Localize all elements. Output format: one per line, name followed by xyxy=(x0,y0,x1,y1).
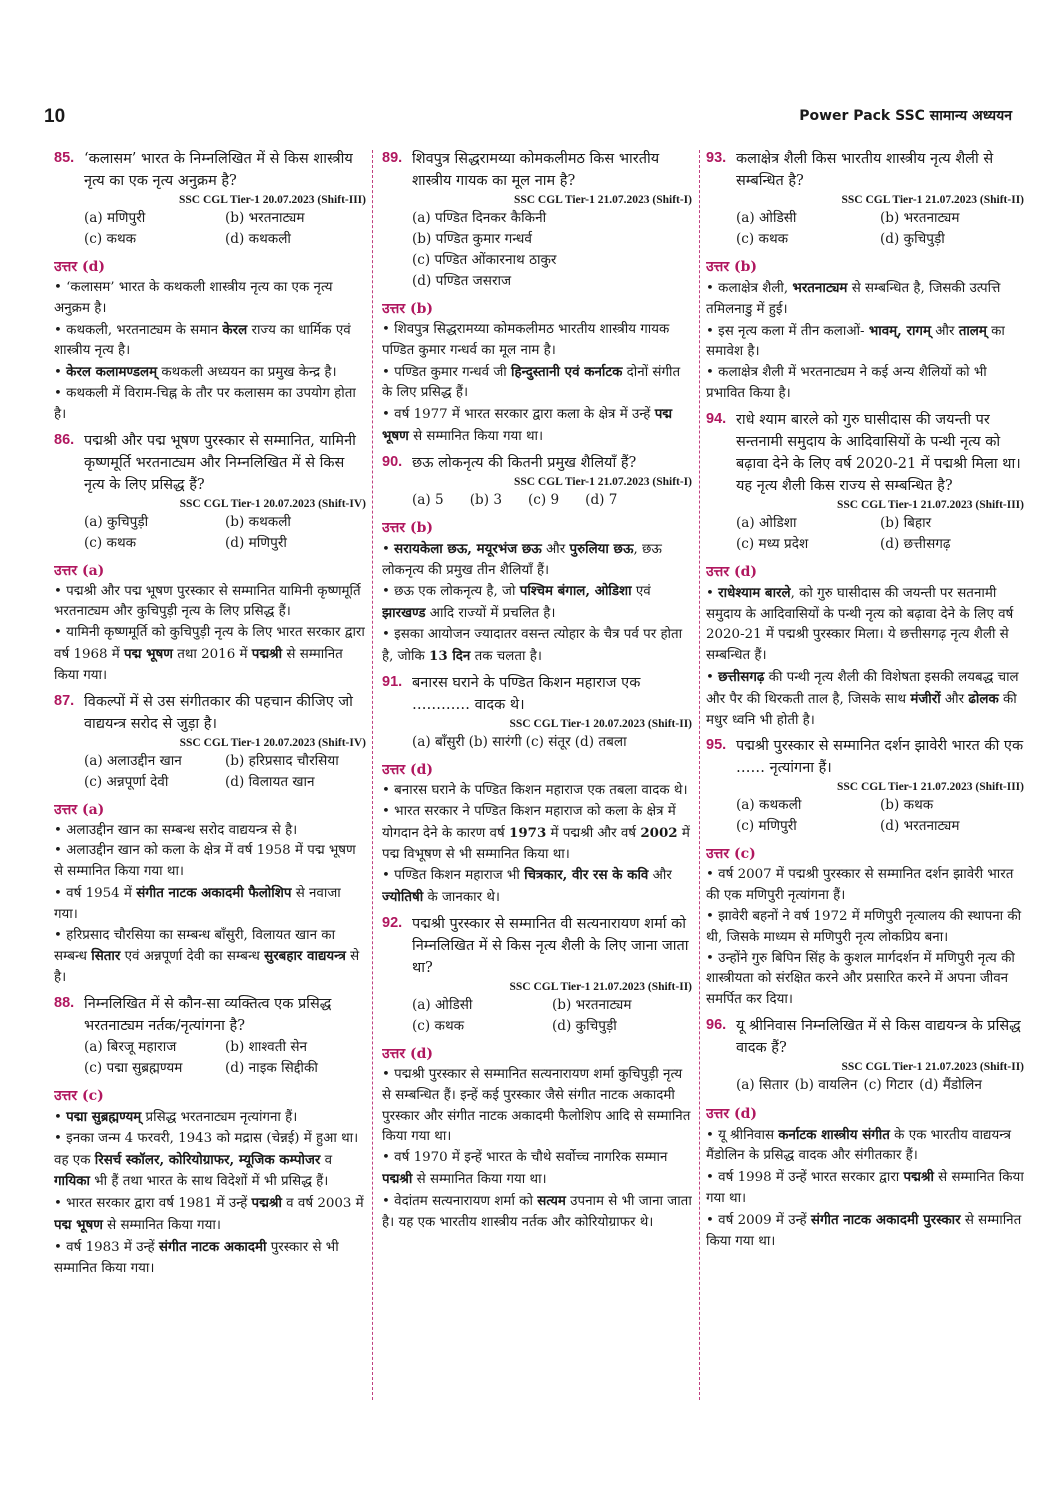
question-number: 94. xyxy=(706,410,727,427)
options-list xyxy=(382,490,692,511)
option: (a) कथकली xyxy=(736,797,802,814)
explanation-point: • ‘कलासम’ भारत के कथकली शास्त्रीय नृत्य का एक नृत्य अनुक्रम है। xyxy=(54,280,333,316)
question-text: बनारस घराने के पण्डित किशन महाराज एक ………… वादक थे। xyxy=(412,674,641,713)
question-text: पद्मश्री पुरस्कार से सम्मानित दर्शन झावेरी भारत की एक …… नृत्यांगना हैं। xyxy=(736,738,1024,777)
explanation-point: • कथकली में विराम-चिह्न के तौर पर कलासम का उपयोग होता है। xyxy=(54,385,356,422)
exam-source: SSC CGL Tier-1 21.07.2023 (Shift-II) xyxy=(509,980,692,993)
exam-source: SSC CGL Tier-1 20.07.2023 (Shift-II) xyxy=(509,717,692,730)
option: (b) हरिप्रसाद चौरसिया xyxy=(225,752,339,769)
answer-label: उत्तर (c) xyxy=(706,846,756,863)
explanation-point: • इसका आयोजन ज्यादातर वसन्त त्योहार के चैत्र पर्व पर होता है, जोकि 13 दिन तक चलता है। xyxy=(382,626,683,664)
explanation-point: • पद्मश्री पुरस्कार से सम्मानित सत्यनारायण शर्मा कुचिपुड़ी नृत्य से सम्बन्धित हैं। इन्हें कई पुरस्कार जैसे संगीत नाटक अकादमी पुरस्कार और संगीत नाटक अकादमी फैलोशिप आदि से सम्मानित किया गया था। xyxy=(382,1066,691,1145)
question-block xyxy=(382,148,692,448)
option: (d) 7 xyxy=(585,491,618,508)
question-text: छऊ लोकनृत्य की कितनी प्रमुख शैलियाँ हैं? xyxy=(412,454,637,471)
exam-source: SSC CGL Tier-1 20.07.2023 (Shift-IV) xyxy=(179,497,366,510)
question-header xyxy=(706,1015,1024,1059)
explanation-point: • पद्मश्री और पद्म भूषण पुरस्कार से सम्मानित यामिनी कृष्णमूर्ति भरतनाट्यम और कुचिपुड़ी नृत्य के लिए प्रसिद्ध हैं। xyxy=(54,583,361,620)
exam-source: SSC CGL Tier-1 21.07.2023 (Shift-II) xyxy=(841,194,1024,206)
question-number: 87. xyxy=(54,692,75,709)
question-header xyxy=(54,691,366,735)
option: (a) ओडिसी xyxy=(736,210,797,226)
option: (c) पद्मा सुब्रह्मण्यम xyxy=(84,1059,183,1076)
option: (a) सितार xyxy=(736,1076,789,1093)
explanation-point: • हरिप्रसाद चौरसिया का सम्बन्ध बाँसुरी, विलायत खान का सम्बन्ध सितार एवं अन्नपूर्णा देवी का सम्बन्ध सुरबहार वाद्ययन्त्र से है। xyxy=(54,927,360,986)
exam-source: SSC CGL Tier-1 21.07.2023 (Shift-II) xyxy=(841,1060,1024,1073)
explanation-point: • छत्तीसगढ़ की पन्थी नृत्य शैली की विशेषता इसकी लयबद्ध चाल और पैर की थिरकती ताल है, जिसके साथ मंजीरों और ढोलक की मधुर ध्वनि भी होती है। xyxy=(706,668,1019,728)
question-header xyxy=(706,409,1024,497)
column-3 xyxy=(706,148,1024,1488)
question-text: यू श्रीनिवास निम्नलिखित में से किस वाद्ययन्त्र के प्रसिद्ध वादक हैं? xyxy=(736,1017,1021,1056)
explanation-point: • सरायकेला छऊ, मयूरभंज छऊ और पुरुलिया छऊ, छऊ लोकनृत्य की प्रमुख तीन शैलियाँ हैं। xyxy=(382,540,662,578)
question-number: 91. xyxy=(382,673,403,690)
option: (a) पण्डित दिनकर कैकिनी xyxy=(412,210,547,226)
option: (c) गिटार xyxy=(863,1076,914,1093)
answer-label: उत्तर (c) xyxy=(54,1087,104,1104)
question-header xyxy=(54,430,366,496)
answer-label: उत्तर (d) xyxy=(706,563,757,580)
question-block xyxy=(706,409,1024,732)
question-text: शिवपुत्र सिद्धरामय्या कोमकलीमठ किस भारतीय शास्त्रीय गायक का मूल नाम है? xyxy=(412,151,660,189)
question-text: विकल्पों में से उस संगीतकार की पहचान कीजिए जो वाद्ययन्त्र सरोद से जुड़ा है। xyxy=(84,693,353,732)
option: (d) पण्डित जसराज xyxy=(412,273,512,289)
option: (b) कथक xyxy=(880,797,934,814)
options-list xyxy=(54,512,366,554)
option: (c) कथक xyxy=(84,231,137,247)
answer-label: उत्तर (b) xyxy=(382,301,433,317)
option: (c) कथक xyxy=(736,231,789,247)
answer-label: उत्तर (d) xyxy=(382,1045,433,1062)
question-number: 96. xyxy=(706,1016,727,1033)
exam-source: SSC CGL Tier-1 20.07.2023 (Shift-IV) xyxy=(179,736,366,749)
answer-label: उत्तर (a) xyxy=(54,801,105,818)
question-block xyxy=(382,672,692,909)
option: (d) तबला xyxy=(574,733,627,750)
explanation-point: • उन्होंने गुरु बिपिन सिंह के कुशल मार्गदर्शन में मणिपुरी नृत्य की शास्त्रीयता को संरक्षित करने और प्रसारित करने में अपना जीवन समर्पित कर दिया। xyxy=(706,950,1015,1008)
option: (d) भरतनाट्यम xyxy=(880,818,960,835)
options-list xyxy=(382,732,692,754)
explanation-point: • भारत सरकार ने पण्डित किशन महाराज को कला के क्षेत्र में योगदान देने के कारण वर्ष 1973 में पद्मश्री और वर्ष 2002 में पद्म विभूषण से भी सम्मानित किया था। xyxy=(382,803,690,862)
explanation-point: • शिवपुत्र सिद्धरामय्या कोमकलीमठ भारतीय शास्त्रीय गायक पण्डित कुमार गन्धर्व का मूल नाम है। xyxy=(382,322,670,358)
explanation-point: • राधेश्याम बारले, को गुरु घासीदास की जयन्ती पर सतनामी समुदाय के आदिवासियों के पन्थी नृत्य को बढ़ावा देने के लिए वर्ष 2020-21 में पद्मश्री पुरस्कार मिला। ये छत्तीसगढ़ नृत्य शैली से सम्बन्धित हैं। xyxy=(706,584,1014,664)
question-block xyxy=(706,148,1024,405)
option: (c) कथक xyxy=(412,1017,465,1034)
question-number: 93. xyxy=(706,150,727,166)
question-header xyxy=(706,148,1024,192)
options-list xyxy=(706,513,1024,555)
option: (b) वायलिन xyxy=(794,1076,858,1093)
question-text: कलाक्षेत्र शैली किस भारतीय शास्त्रीय नृत्य शैली से सम्बन्धित है? xyxy=(736,151,994,189)
page-header xyxy=(0,0,1060,132)
option: (c) 9 xyxy=(527,491,560,508)
explanation-point: • पण्डित कुमार गन्धर्व जी हिन्दुस्तानी एवं कर्नाटक दोनों संगीत के लिए प्रसिद्ध हैं। xyxy=(382,363,681,401)
question-text: पद्मश्री और पद्म भूषण पुरस्कार से सम्मानित, यामिनी कृष्णमूर्ति भरतनाट्यम और निम्नलिखित में से किस नृत्य के लिए प्रसिद्ध हैं? xyxy=(84,432,356,493)
question-header xyxy=(382,913,692,979)
option: (b) भरतनाट्यम xyxy=(225,210,305,226)
explanation-point: • कथकली, भरतनाट्यम के समान केरल राज्य का धार्मिक एवं शास्त्रीय नृत्य है। xyxy=(54,321,351,359)
exam-source: SSC CGL Tier-1 21.07.2023 (Shift-I) xyxy=(513,475,692,488)
question-block xyxy=(54,148,366,426)
answer-label: उत्तर (d) xyxy=(706,1105,757,1122)
question-block xyxy=(706,1015,1024,1252)
column-2 xyxy=(382,148,692,1488)
explanation-point: • अलाउद्दीन खान का सम्बन्ध सरोद वाद्ययन्त्र से है। xyxy=(54,822,298,838)
option: (b) सारंगी xyxy=(468,733,522,750)
option: (d) नाइक सिद्दीकी xyxy=(225,1059,318,1076)
explanation-point: • वर्ष 1970 में इन्हें भारत के चौथे सर्वोच्च नागरिक सम्मान पद्मश्री से सम्मानित किया गया था। xyxy=(382,1150,668,1187)
option: (d) कथकली xyxy=(225,231,291,247)
option: (a) बाँसुरी xyxy=(412,733,465,750)
options-list xyxy=(382,208,692,292)
question-number: 86. xyxy=(54,431,75,448)
column-divider xyxy=(699,150,700,1400)
explanation-point: • पद्मा सुब्रह्मण्यम् प्रसिद्ध भरतनाट्यम नृत्यांगना हैं। xyxy=(54,1108,298,1125)
explanation-point: • अलाउद्दीन खान को कला के क्षेत्र में वर्ष 1958 में पद्म भूषण से सम्मानित किया गया था। xyxy=(54,843,356,880)
option: (b) 3 xyxy=(469,491,502,508)
question-header xyxy=(382,148,692,192)
book-title: Power Pack SSC सामान्य अध्ययन xyxy=(799,108,1012,124)
explanation-point: • पण्डित किशन महाराज भी चित्रकार, वीर रस के कवि और ज्योतिषी के जानकार थे। xyxy=(382,867,672,906)
explanation-point: • वेदांतम सत्यनारायण शर्मा को सत्यम उपनाम से भी जाना जाता है। यह एक भारतीय शास्त्रीय नर्तक और कोरियोग्राफर थे। xyxy=(382,1192,692,1230)
column-divider xyxy=(372,150,373,1400)
explanation-point: • इनका जन्म 4 फरवरी, 1943 को मद्रास (चेन्नई) में हुआ था। वह एक रिसर्च स्कॉलर, कोरियोग्राफर, म्यूजिक कम्पोजर व गायिका भी हैं तथा भारत के साथ विदेशों में भी प्रसिद्ध हैं। xyxy=(54,1130,359,1190)
question-block xyxy=(54,993,366,1279)
option: (a) कुचिपुड़ी xyxy=(84,513,149,530)
explanation-point: • वर्ष 2007 में पद्मश्री पुरस्कार से सम्मानित दर्शन झावेरी भारत की एक मणिपुरी नृत्यांगना हैं। xyxy=(706,867,1014,904)
option: (b) पण्डित कुमार गन्धर्व xyxy=(412,231,532,247)
explanation-point: • यू श्रीनिवास कर्नाटक शास्त्रीय संगीत के एक भारतीय वाद्ययन्त्र मैंडोलिन के प्रसिद्ध वादक और संगीतकार हैं। xyxy=(706,1126,1011,1164)
exam-source: SSC CGL Tier-1 20.07.2023 (Shift-III) xyxy=(178,194,366,206)
explanation-point: • इस नृत्य कला में तीन कलाओं- भावम्, रागम् और तालम् का समावेश है। xyxy=(706,322,1005,360)
exam-source: SSC CGL Tier-1 21.07.2023 (Shift-I) xyxy=(513,194,692,206)
option: (a) ओडिशा xyxy=(736,514,797,531)
answer-label: उत्तर (a) xyxy=(54,562,105,579)
option: (d) छत्तीसगढ़ xyxy=(880,535,951,552)
question-number: 90. xyxy=(382,453,403,470)
option: (a) बिरजू महाराज xyxy=(84,1038,177,1055)
question-text: राधे श्याम बारले को गुरु घासीदास की जयन्ती पर सन्तनामी समुदाय के आदिवासियों के पन्थी नृत्य को बढ़ावा देने के लिए वर्ष 2020-21 में पद्मश्री मिला था। यह नृत्य शैली किस राज्य से सम्बन्धित है? xyxy=(736,411,1021,494)
question-number: 95. xyxy=(706,737,727,754)
question-block xyxy=(54,430,366,687)
option: (b) शाश्वती सेन xyxy=(225,1038,308,1055)
question-block xyxy=(706,735,1024,1011)
options-list xyxy=(706,208,1024,250)
answer-label: उत्तर (b) xyxy=(706,259,757,275)
option: (b) कथकली xyxy=(225,513,291,530)
question-text: पद्मश्री पुरस्कार से सम्मानित वी सत्यनारायण शर्मा को निम्नलिखित में से किस नृत्य शैली के लिए जाना जाता था? xyxy=(412,915,689,976)
option: (a) मणिपुरी xyxy=(84,210,146,226)
option: (d) विलायत खान xyxy=(225,773,315,790)
explanation-point: • वर्ष 2009 में उन्हें संगीत नाटक अकादमी पुरस्कार से सम्मानित किया गया था। xyxy=(706,1211,1022,1249)
options-list xyxy=(706,1075,1024,1097)
exam-source: SSC CGL Tier-1 21.07.2023 (Shift-III) xyxy=(836,498,1024,511)
explanation-point: • कलाक्षेत्र शैली, भरतनाट्यम से सम्बन्धित है, जिसकी उत्पत्ति तमिलनाडु में हुई। xyxy=(706,280,1001,317)
question-header xyxy=(706,735,1024,779)
option: (b) भरतनाट्यम xyxy=(880,210,960,226)
question-header xyxy=(382,452,692,474)
explanation-point: • केरल कलामण्डलम् कथकली अध्ययन का प्रमुख केन्द्र है। xyxy=(54,364,337,381)
options-list xyxy=(54,1037,366,1079)
option: (c) कथक xyxy=(84,534,137,551)
question-block xyxy=(382,913,692,1233)
question-number: 88. xyxy=(54,994,75,1011)
explanation-point: • वर्ष 1998 में उन्हें भारत सरकार द्वारा पद्मश्री से सम्मानित किया गया था। xyxy=(706,1169,1024,1206)
option: (d) मणिपुरी xyxy=(225,534,287,551)
option: (c) मणिपुरी xyxy=(736,818,797,835)
question-number: 92. xyxy=(382,914,403,931)
column-1 xyxy=(54,148,366,1488)
question-header xyxy=(54,148,366,192)
question-text: निम्नलिखित में से कौन-सा व्यक्तित्व एक प्रसिद्ध भरतनाट्यम नर्तक/नृत्यांगना है? xyxy=(84,995,332,1034)
explanation-point: • वर्ष 1977 में भारत सरकार द्वारा कला के क्षेत्र में उन्हें पद्म भूषण से सम्मानित किया गया था। xyxy=(382,406,673,444)
explanation-point: • वर्ष 1983 में उन्हें संगीत नाटक अकादमी पुरस्कार से भी सम्मानित किया गया। xyxy=(54,1238,339,1276)
explanation-point: • भारत सरकार द्वारा वर्ष 1981 में उन्हें पद्मश्री व वर्ष 2003 में पद्म भूषण से सम्मानित किया गया। xyxy=(54,1195,364,1233)
explanation-point: • छऊ एक लोकनृत्य है, जो पश्चिम बंगाल, ओडिशा एवं झारखण्ड आदि राज्यों में प्रचलित है। xyxy=(382,583,651,622)
explanation-point: • वर्ष 1954 में संगीत नाटक अकादमी फैलोशिप से नवाजा गया। xyxy=(54,884,341,922)
option: (d) कुचिपुड़ी xyxy=(552,1017,617,1034)
option: (c) पण्डित ओंकारनाथ ठाकुर xyxy=(412,252,557,268)
option: (c) मध्य प्रदेश xyxy=(736,535,809,552)
explanation-point: • कलाक्षेत्र शैली में भरतनाट्यम ने कई अन्य शैलियों को भी प्रभावित किया है। xyxy=(706,365,987,401)
explanation-point: • झावेरी बहनों ने वर्ष 1972 में मणिपुरी नृत्यालय की स्थापना की थी, जिसके माध्यम से मणिपुरी नृत्य लोकप्रिय बना। xyxy=(706,908,1022,945)
options-list xyxy=(382,995,692,1037)
question-text: ‘कलासम’ भारत के निम्नलिखित में से किस शास्त्रीय नृत्य का एक नृत्य अनुक्रम है? xyxy=(84,151,353,189)
question-number: 89. xyxy=(382,150,403,166)
explanation-point: • यामिनी कृष्णमूर्ति को कुचिपुड़ी नृत्य के लिए भारत सरकार द्वारा वर्ष 1968 में पद्म भूषण तथा 2016 में पद्मश्री से सम्मानित किया गया। xyxy=(54,625,365,683)
exam-source: SSC CGL Tier-1 21.07.2023 (Shift-III) xyxy=(836,781,1024,794)
options-list xyxy=(706,795,1024,837)
question-number: 85. xyxy=(54,150,75,166)
option: (c) संतूर xyxy=(525,733,571,750)
option: (a) 5 xyxy=(412,491,444,508)
option: (a) ओडिसी xyxy=(412,996,473,1013)
question-block xyxy=(382,452,692,668)
option: (b) भरतनाट्यम xyxy=(552,996,632,1013)
option: (d) मैंडोलिन xyxy=(919,1076,982,1093)
answer-label: उत्तर (d) xyxy=(382,762,433,779)
question-header xyxy=(54,993,366,1037)
option: (d) कुचिपुड़ी xyxy=(880,231,945,247)
option: (a) अलाउद्दीन खान xyxy=(84,752,182,769)
options-list xyxy=(54,208,366,250)
answer-label: उत्तर (b) xyxy=(382,519,433,536)
question-header xyxy=(382,672,692,716)
explanation-point: • बनारस घराने के पण्डित किशन महाराज एक तबला वादक थे। xyxy=(382,783,688,799)
option: (b) बिहार xyxy=(880,514,932,531)
answer-label: उत्तर (d) xyxy=(54,259,105,275)
page-number: 10 xyxy=(44,106,66,127)
option: (c) अन्नपूर्णा देवी xyxy=(84,773,169,790)
question-block xyxy=(54,691,366,989)
options-list xyxy=(54,751,366,793)
